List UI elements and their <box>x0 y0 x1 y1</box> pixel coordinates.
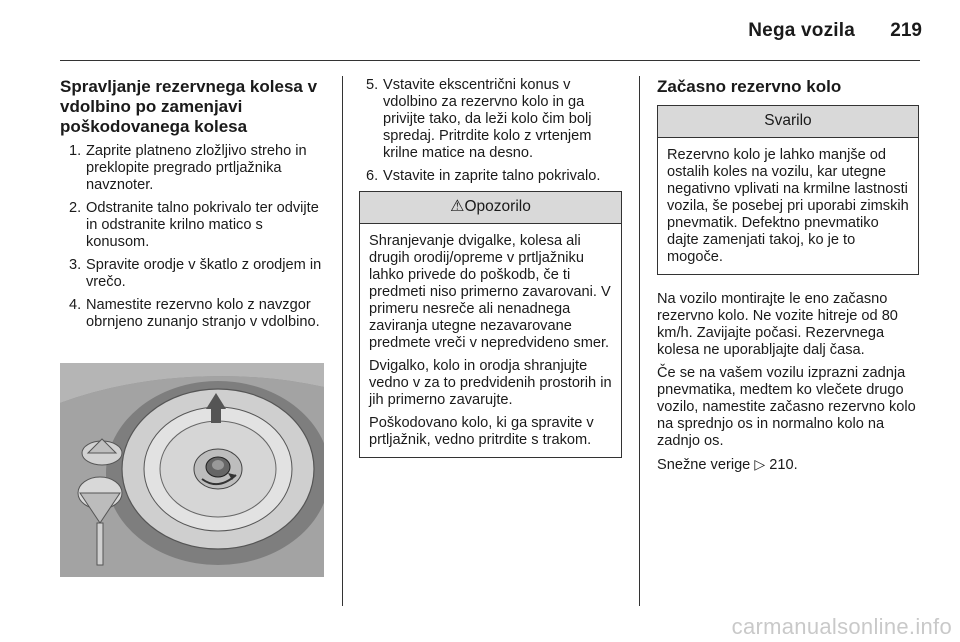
page-reference-arrow-icon: ▷ <box>754 456 766 472</box>
step-item <box>60 143 326 194</box>
warning-triangle-icon: ⚠ <box>450 198 465 215</box>
caution-paragraph: Rezervno kolo je lahko manjše od ostalih koles na vozilu, kar utegne negativno vplivati na krmilne lastnosti vozila, še posebej pri uporabi zimskih pnevmatik. Defektno pnevmatiko dajte zamenjati takoj, ko je to mogoče. <box>667 147 909 265</box>
page-number: 219 <box>890 20 922 41</box>
warning-title: Opozorilo <box>464 198 531 215</box>
step-number: 5. <box>366 77 379 93</box>
section-title-temporary-spare: Začasno rezervno kolo <box>657 77 842 96</box>
step-item <box>60 297 326 331</box>
caution-box-body <box>658 138 918 274</box>
step-text: Vstavite ekscentrični konus v vdolbino za rezervno kolo in ga privijte tako, da leži kolo čim bolj spredaj. Pritrdite kolo z vrtenjem krilne matice na desno. <box>383 77 592 161</box>
step-item <box>60 200 326 251</box>
step-item <box>359 77 622 162</box>
column-divider-1 <box>342 76 343 606</box>
step-text: Vstavite in zaprite talno pokrivalo. <box>383 168 601 184</box>
step-item <box>359 168 622 185</box>
snow-chains-label: Snežne verige <box>657 457 751 473</box>
warning-paragraph: Shranjevanje dvigalke, kolesa ali drugih orodij/opreme v prtljažniku lahko privede do poškodb, če ti predmeti niso primerno zavarovani. V primeru nesreče ali nenadnega zaviranja utegne nezavarovane predmete vreči v nepredvideno smer. <box>369 233 611 351</box>
step-text: Namestite rezervno kolo z navzgor obrnjeno zunanjo stranjo v vdolbino. <box>86 297 320 330</box>
step-text: Spravite orodje v škatlo z orodjem in vrečo. <box>86 257 322 290</box>
snow-chains-page-link[interactable]: 210. <box>769 457 798 473</box>
running-header-title: Nega vozila <box>748 20 855 41</box>
warning-paragraph: Dvigalko, kolo in orodja shranjujte vedno v za to predvidenih prostorih in jih primerno zavarujte. <box>369 358 612 408</box>
section-title-spare-storage: Spravljanje rezervnega kolesa v vdolbino po zamenjavi poškodovanega kolesa <box>60 77 318 136</box>
right-column <box>657 77 919 480</box>
warning-box-body <box>360 224 621 457</box>
spare-wheel-illustration <box>60 363 324 577</box>
step-number: 1. <box>69 143 82 159</box>
step-number: 4. <box>69 297 82 313</box>
step-item <box>60 257 326 291</box>
watermark: carmanualsonline.info <box>731 614 952 639</box>
warning-paragraph: Poškodovano kolo, ki ga spravite v prtljažnik, vedno pritrdite s trakom. <box>369 415 594 448</box>
storage-steps-list-continued <box>359 77 622 185</box>
body-paragraph: Na vozilo montirajte le eno začasno rezervno kolo. Ne vozite hitreje od 80 km/h. Zavijajte počasi. Rezervnega kolesa ne uporabljajte dalj časa. <box>657 291 898 358</box>
body-paragraph: Če se na vašem vozilu izprazni zadnja pnevmatika, medtem ko vlečete drugo vozilo, namestite začasno rezervno kolo na sprednjo os in normalno kolo na zadnjo os. <box>657 365 916 449</box>
caution-box-header <box>658 106 918 138</box>
step-number: 6. <box>366 168 379 184</box>
middle-column <box>359 77 622 474</box>
warning-box <box>359 191 622 458</box>
step-text: Zaprite platneno zložljivo streho in preklopite pregrado prtljažnika navznoter. <box>86 143 307 193</box>
spare-wheel-well-drawing <box>60 363 324 577</box>
step-text: Odstranite talno pokrivalo ter odvijte in odstranite krilno matico s konusom. <box>86 200 319 250</box>
storage-steps-list <box>60 143 326 331</box>
left-column <box>60 77 326 337</box>
caution-title: Svarilo <box>764 112 812 129</box>
warning-box-header <box>360 192 621 224</box>
column-divider-2 <box>639 76 640 606</box>
snow-chains-reference <box>657 456 919 474</box>
step-number: 2. <box>69 200 82 216</box>
step-number: 3. <box>69 257 82 273</box>
caution-box <box>657 105 919 275</box>
header-divider <box>60 60 920 61</box>
